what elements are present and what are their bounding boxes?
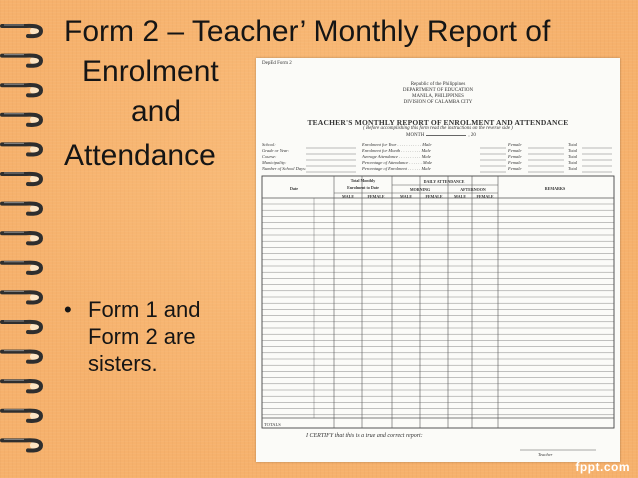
form-col-remarks: REMARKS (544, 186, 566, 191)
form-field-school: School: (262, 142, 276, 147)
spiral-binding-ring-icon (2, 321, 42, 332)
slide-side-line-attendance: Attendance (64, 139, 216, 172)
spiral-binding-ring-icon (2, 114, 42, 125)
form-teacher-label: Teacher (538, 452, 553, 457)
form-certify: I CERTIFY that this is a true and correct report: (306, 433, 423, 439)
form-year-label: , 20 (468, 133, 476, 138)
spiral-binding-ring-icon (2, 262, 42, 273)
form-total-1: Total (568, 142, 578, 147)
form-total-2: Total (568, 148, 578, 153)
form-month-field (406, 133, 476, 138)
form-header-department: DEPARTMENT OF EDUCATION (402, 88, 474, 93)
bullet-dot: • (64, 297, 72, 322)
form-sub-female-1: FEMALE (367, 194, 385, 199)
form-2-scan (256, 58, 620, 462)
form-total-4: Total (568, 160, 578, 165)
spiral-binding-ring-icon (2, 25, 42, 36)
form-header-republic: Republic of the Philippines (410, 82, 466, 87)
spiral-binding-ring-icon (2, 55, 42, 66)
form-sub-male-2: MALE (400, 194, 412, 199)
form-col-total-monthly: Total Monthly (350, 178, 376, 183)
bullet-item (62, 296, 247, 377)
form-field-grade: Grade or Year: (262, 148, 290, 153)
bullet-text: Form 1 and Form 2 are sisters. (88, 297, 201, 376)
spiral-binding-ring-icon (2, 232, 42, 243)
form-female-4: Female (508, 160, 522, 165)
fppt-watermark: fppt.com (575, 460, 630, 474)
form-field-course: Course: (262, 154, 277, 159)
form-col-afternoon: AFTERNOON (460, 187, 486, 192)
form-female-5: Female (508, 166, 522, 171)
spiral-binding (0, 0, 60, 478)
form-field-municipality: Municipality: (262, 160, 287, 165)
form-col-date: Date (290, 186, 298, 191)
spiral-binding-ring-icon (2, 351, 42, 362)
spiral-binding-ring-icon (2, 410, 42, 421)
form-col-morning: MORNING (409, 187, 431, 192)
spiral-binding-ring-icon (2, 143, 42, 154)
spiral-binding-ring-icon (2, 173, 42, 184)
spiral-binding-ring-icon (2, 203, 42, 214)
form-sub-female-3: FEMALE (476, 194, 494, 199)
slide-title-line-1: Form 2 – Teacher’ Monthly Report of (64, 15, 551, 48)
form-average-attendance: Average Attendance . . . . . . . . . . Male (362, 154, 431, 159)
slide-title-line-2: Enrolment (82, 55, 219, 88)
form-header-manila: MANILA, PHILIPPINES (412, 94, 464, 99)
form-female-2: Female (508, 148, 522, 153)
spiral-binding-ring-icon (2, 291, 42, 302)
form-col-enrolment-to-date: Enrolment to Date (347, 185, 379, 190)
spiral-binding-ring-icon (2, 84, 42, 95)
form-female-3: Female (508, 154, 522, 159)
slide-side-line-and: and (130, 95, 182, 128)
form-tag: DepEd Form 2 (262, 61, 292, 66)
form-field-school-days: Number of School Days: (262, 166, 307, 171)
form-female-1: Female (508, 142, 522, 147)
form-enrolment-year: Enrolment for Year . . . . . . . . . . . Male (362, 142, 432, 147)
form-col-daily-attendance: DAILY ATTENDANCE (423, 179, 465, 184)
form-totals-label: TOTALS (264, 422, 281, 427)
form-sub-female-2: FEMALE (425, 194, 443, 199)
form-total-3: Total (568, 154, 578, 159)
form-percentage-enrolment: Percentage of Enrolment . . . . . . Male (362, 166, 431, 171)
form-enrolment-month: Enrolment for Month . . . . . . . . . Male (362, 148, 431, 153)
form-total-5: Total (568, 166, 578, 171)
spiral-binding-ring-icon (2, 439, 42, 450)
form-header-division: DIVISION OF CALAMBA CITY (403, 100, 473, 105)
spiral-binding-ring-icon (2, 380, 42, 391)
form-title: TEACHER'S MONTHLY REPORT OF ENROLMENT AND ATTENDANCE (307, 118, 569, 127)
form-sub-male-1: MALE (342, 194, 354, 199)
form-instruction: ( Before accomplishing this form read the instructions on the reverse side ) (363, 126, 513, 131)
form-percentage-attendance: Percentage of Attendance . . . . . . Male (362, 160, 433, 165)
form-month-label: MONTH (406, 133, 425, 138)
form-sub-male-3: MALE (454, 194, 466, 199)
